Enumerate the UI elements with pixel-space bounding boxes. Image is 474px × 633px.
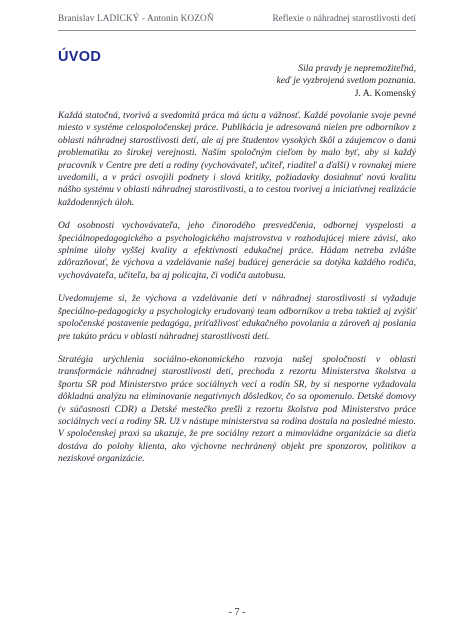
running-header [58, 14, 416, 31]
epigraph-line-2: keď je vyzbrojená svetlom poznania. [276, 75, 416, 87]
epigraph-line-1: Sila pravdy je nepremožiteľná, [298, 63, 416, 74]
page-number: - 7 - [228, 607, 246, 618]
epigraph [277, 63, 417, 100]
section-title: ÚVOD [58, 49, 102, 65]
paragraph-1: Každá statočná, tvorivá a svedomitá práca má úctu a vážnosť. Každé povolanie svoje pevné miesto v systéme celospoločenskej práce. Publikácia je adresovaná nielen pre odborníkov z oblasti náhradnej starostlivosti detí, ale aj pre študentov vysokých škôl a záujemcov o danú problematiku zo širokej verejnosti. Naším spoločným cieľom by malo byť, aby si každý pracovník v Centre pre deti a rodiny (vychovávateľ, učiteľ, riaditeľ a ďalší) v rovnakej miere uvedomili, a v práci osvojili podnety i slová kritiky, požiadavky dosiahnuť novú kvalitu nášho systému v oblasti náhradnej starostlivosti, a to cestou tvorivej a iniciatívnej realizácie každodenných úloh. [58, 110, 416, 208]
header-title: Reflexie o náhradnej starostlivosti detí [272, 14, 416, 24]
paragraph-2: Od osobnosti vychovávateľa, jeho činorodého presvedčenia, odbornej vyspelosti a špeciálnopedagogického a psychologického majstrovstva v rozhodujúcej miere závisí, ako splníme úlohy vyššej kvality a efektívnosti edukačnej práce. Hádam netreba zvlášte zdôrazňovať, že výchova a vzdelávanie našej budúcej generácie sa dotýka každého rodiča, vychovávateľa, učiteľa, ba aj policajta, či vodiča autobusu. [58, 220, 416, 281]
paragraph-4: Stratégia urýchlenia sociálno-ekonomického rozvoja našej spoločnosti v oblasti transformácie náhradnej starostlivosti detí, prechodu z rezortu Ministerstva školstva a športu SR pod Ministerstvo práce sociálnych vecí a rodín SR, by si nesporne vyžadovala dôkladnú analýzu na eliminovanie negatívnych dôsledkov, čo sa opomenulo. Detské domovy (v súčasnosti CDR) a Detské mestečko prešli z rezortu školstva pod Ministerstvo práce sociálnych vecí a rodiny SR. Už v nástupe ministerstva sa rodina dostala na posledné miesto. V spoločenskej praxi sa ukazuje, že pre sociálny rezort a mimovládne organizácie sa dieťa dostáva do polohy klienta, ako výchovne nechránený objekt pre sponzorov, politikov a neziskové organizácie. [58, 353, 416, 465]
header-authors: Branislav LADICKÝ - Antonín KOZOŇ [58, 14, 214, 24]
epigraph-author: J. A. Komenský [354, 87, 416, 99]
body-text [58, 110, 416, 477]
paragraph-3: Uvedomujeme si, že výchova a vzdelávanie detí v náhradnej starostlivosti si vyžaduje špeciálno-pedagogicky a psychologicky erudovaný team odborníkov a treba taktiež aj zvýšiť spoločenské postavenie pedagóga, príťažlivosť edukačného povolania a zároveň aj poslania pre takúto prácu v oblasti náhradnej starostlivosti detí. [58, 293, 416, 342]
